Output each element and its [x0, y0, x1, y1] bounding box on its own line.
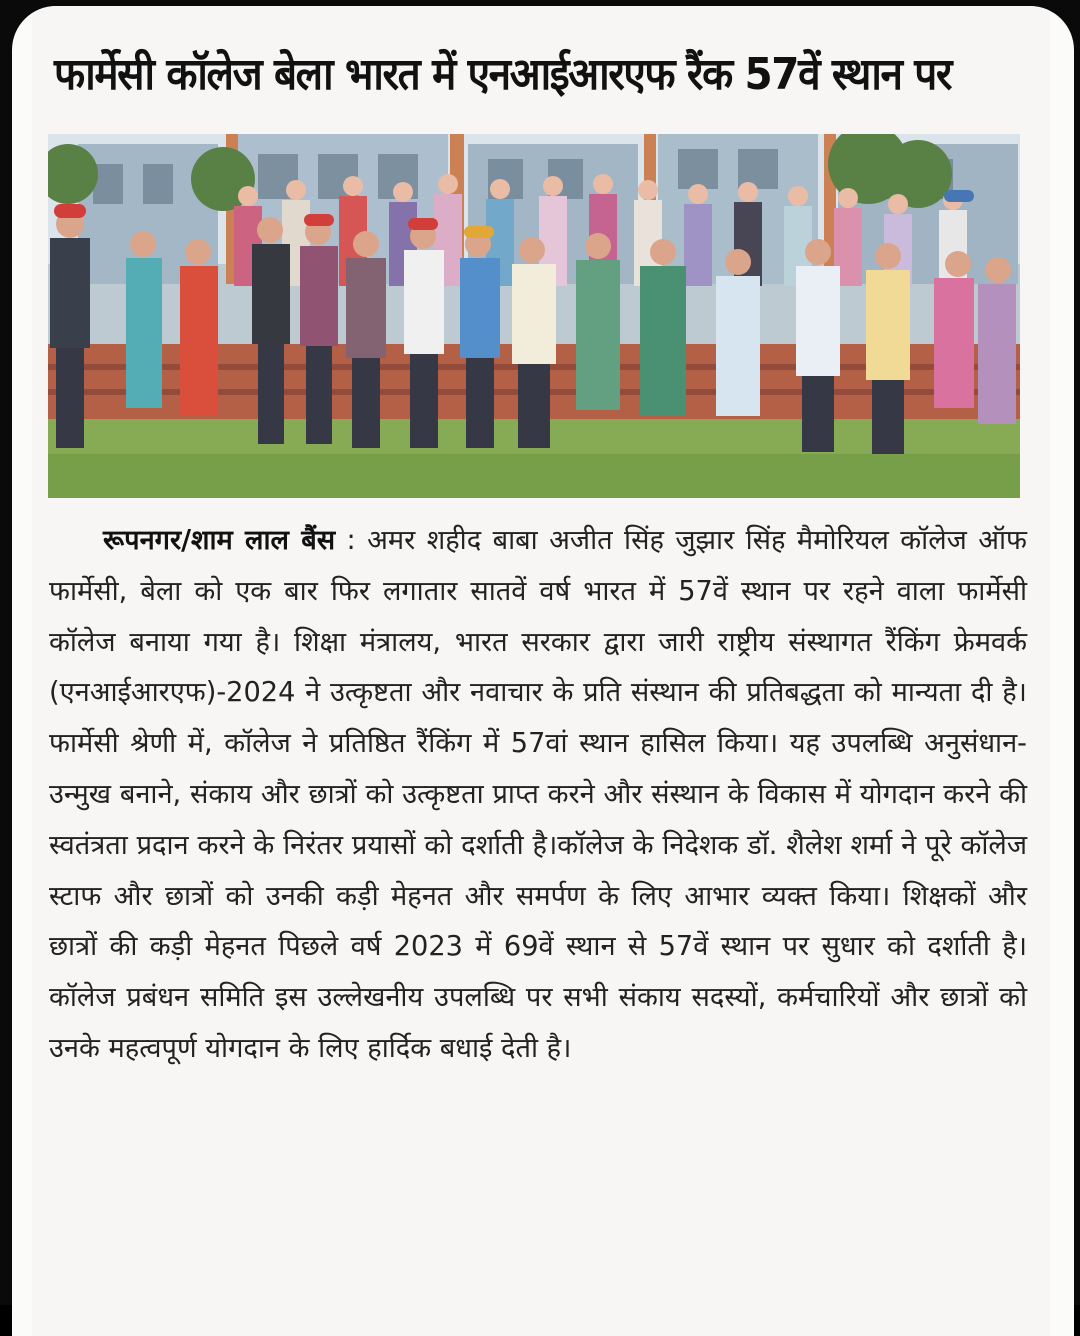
- clipping-page: [32, 6, 1050, 1336]
- article-body: [49, 516, 1027, 1075]
- group-photo: [48, 134, 1020, 498]
- newspaper-clipping: [12, 6, 1074, 1336]
- headline: फार्मेसी कॉलेज बेला भारत में एनआईआरएफ रैंक 57वें स्थान पर: [54, 49, 952, 100]
- article-text: अमर शहीद बाबा अजीत सिंह जुझार सिंह मैमोरियल कॉलेज ऑफ फार्मेसी, बेला को एक बार फिर लगातार सातवें वर्ष भारत में 57वें स्थान पर रहने वाला फार्मेसी कॉलेज बनाया गया है। शिक्षा मंत्रालय, भारत सरकार द्वारा जारी राष्ट्रीय संस्थागत रैंकिंग फ्रेमवर्क (एनआईआरएफ)-2024 ने उत्कृष्टता और नवाचार के प्रति संस्थान की प्रतिबद्धता को मान्यता दी है। फार्मेसी श्रेणी में, कॉलेज ने प्रतिष्ठित रैंकिंग में 57वां स्थान हासिल किया। यह उपलब्धि अनुसंधान-उन्मुख बनाने, संकाय और छात्रों को उत्कृष्टता प्राप्त करने और संस्थान के विकास में योगदान करने की स्वतंत्रता प्रदान करने के निरंतर प्रयासों को दर्शाती है।कॉलेज के निदेशक डॉ. शैलेश शर्मा ने पूरे कॉलेज स्टाफ और छात्रों को उनकी कड़ी मेहनत और समर्पण के लिए आभार व्यक्त किया। शिक्षकों और छात्रों की कड़ी मेहनत पिछले वर्ष 2023 में 69वें स्थान से 57वें स्थान पर सुधार को दर्शाती है। कॉलेज प्रबंधन समिति इस उल्लेखनीय उपलब्धि पर सभी संकाय सदस्यों, कर्मचारियों और छात्रों को उनके महत्वपूर्ण योगदान के लिए हार्दिक बधाई देती है।: [49, 525, 1028, 1064]
- byline: रूपनगर/शाम लाल बैंस: [103, 525, 336, 556]
- byline-separator: :: [335, 525, 368, 556]
